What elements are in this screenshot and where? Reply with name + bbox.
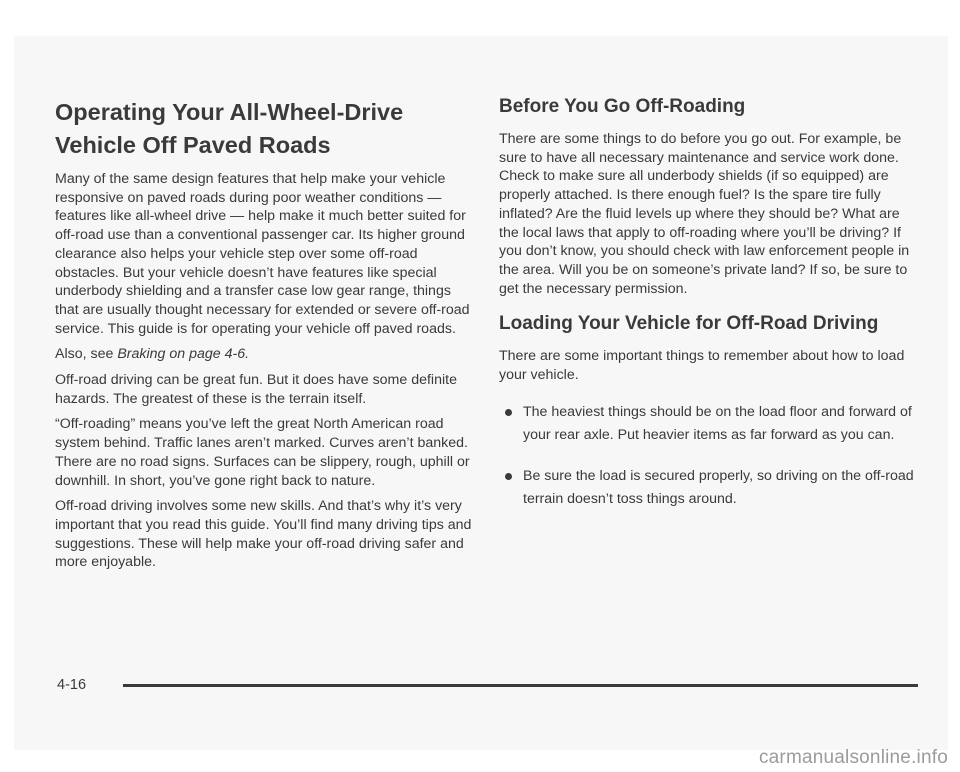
list-item-text: The heaviest things should be on the load floor and forward of your rear axle. Put heavier items as far forward as you can. [523, 403, 912, 443]
watermark-text: carmanualsonline.info [758, 747, 948, 768]
loading-bullet-list [499, 401, 919, 511]
list-item-text: Be sure the load is secured properly, so driving on the off-road terrain doesn’t toss things around. [523, 467, 914, 507]
footer-rule [123, 684, 918, 687]
section-heading-loading-vehicle: Loading Your Vehicle for Off-Road Driving [499, 313, 879, 335]
left-column [55, 96, 475, 579]
paragraph-design-features: Many of the same design features that help make your vehicle responsive on paved roads during poor weather conditions — features like all-wheel drive — help make it much better suited for off-road use than a conventional passenger car. Its higher ground clearance also helps your vehicle step over some off-road obstacles. But your vehicle doesn’t have features like special underbody shielding and a transfer case low gear range, things that are usually thought necessary for extended or severe off-road service. This guide is for operating your vehicle off paved roads. [55, 171, 470, 337]
list-item [499, 465, 919, 511]
paragraph-before-you-go: There are some things to do before you go out. For example, be sure to have all necessary maintenance and service work done. Check to make sure all underbody shields (if so equipped) are properly attached. Is there enough fuel? Is the spare tire fully inflated? Are the fluid levels up where they should be? What are the local laws that apply to off-roading where you’ll be driving? If you don’t know, you should check with law enforcement people in the area. Will you be on someone’s private land? If so, be sure to get the necessary permission. [499, 131, 910, 297]
right-column [499, 96, 919, 529]
page-number: 4-16 [57, 677, 87, 693]
paragraph-off-roading-meaning: “Off-roading” means you’ve left the great North American road system behind. Traffic lanes aren’t marked. Curves aren’t banked. There are no road signs. Surfaces can be slippery, rough, uphill or downhill. In short, you’ve gone right back to nature. [55, 416, 470, 489]
bullet-dot-icon [505, 473, 512, 480]
list-item [499, 401, 919, 447]
section-heading-before-off-roading: Before You Go Off-Roading [499, 96, 746, 117]
paragraph-off-road-fun: Off-road driving can be great fun. But it does have some definite hazards. The greatest of these is the terrain itself. [55, 372, 457, 407]
paragraph-also-see [55, 345, 475, 364]
paragraph-new-skills: Off-road driving involves some new skills. And that’s why it’s very important that you read this guide. You’ll find many driving tips and suggestions. These will help make your off-road driving safer and more enjoyable. [55, 498, 472, 571]
also-see-prefix: Also, see [55, 346, 118, 363]
bullet-dot-icon [505, 409, 512, 416]
paragraph-loading-intro: There are some important things to remember about how to load your vehicle. [499, 348, 905, 384]
section-heading-operating-off-paved-roads: Operating Your All-Wheel-Drive Vehicle Off Paved Roads [55, 99, 404, 158]
braking-reference-link[interactable]: Braking on page 4-6. [117, 346, 250, 363]
